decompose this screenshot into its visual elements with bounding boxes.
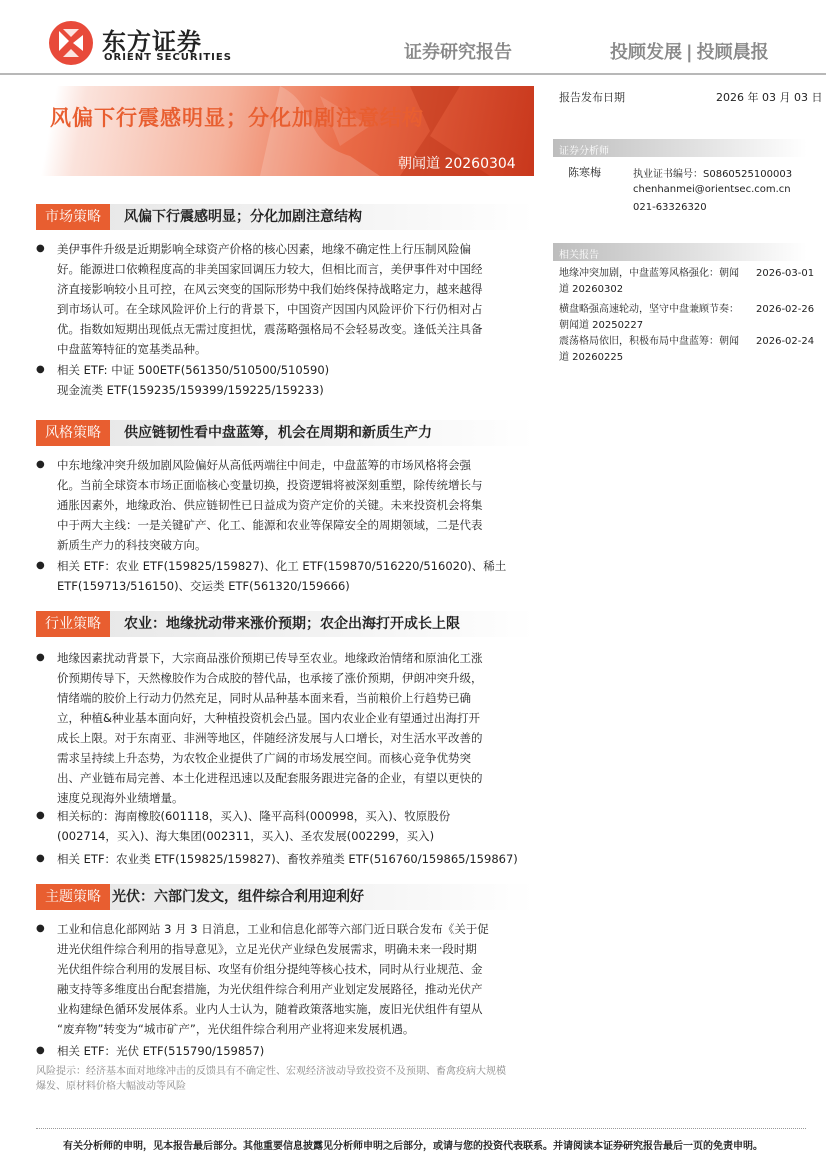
bullet-icon: ●: [36, 810, 45, 821]
bullet-icon: ●: [36, 1045, 45, 1056]
publish-date-value: 2026 年 03 月 03 日: [716, 91, 823, 104]
report-category: [610, 38, 769, 64]
related-report-date: 2026-02-24: [756, 336, 815, 347]
section-tag: 行业策略: [36, 611, 110, 637]
section-header: [36, 204, 534, 230]
bullet-icon: ●: [36, 923, 45, 934]
related-report-title[interactable]: 横盘略强高速轮动，坚守中盘兼顾节奏： 朝闻道 20250227: [559, 304, 739, 331]
section-header: [36, 420, 534, 446]
category-b: 投顾晨报: [696, 42, 769, 63]
section-tag: 风格策略: [36, 420, 110, 446]
analyst-cert: 执业证书编号：S0860525100003: [633, 169, 793, 180]
analyst-phone: 021-63326320: [633, 202, 707, 213]
analyst-section-label: 证券分析师: [559, 146, 609, 157]
category-separator: |: [686, 42, 693, 63]
analyst-section-bar: [553, 139, 807, 157]
related-report-title[interactable]: 震荡格局依旧，积极布局中盘蓝筹：朝闻 道 20260225: [559, 336, 739, 363]
logo-chinese-name: 东方证券: [102, 28, 202, 56]
related-section-bar: [553, 243, 807, 261]
category-a: 投顾发展: [610, 42, 682, 63]
risk-warning: 风险提示：经济基本面对地缘冲击的反馈具有不确定性、宏观经济波动导致投资不及预期、畜禽疫病大规模 爆发、原材料价格大幅波动等风险: [36, 1066, 506, 1092]
section-title: 风偏下行震感明显；分化加剧注意结构: [124, 209, 362, 225]
logo-english-name: ORIENT SECURITIES: [104, 52, 232, 63]
section-title: 供应链韧性看中盘蓝筹，机会在周期和新质生产力: [124, 425, 432, 441]
report-title: 风偏下行震感明显；分化加剧注意结构: [50, 106, 424, 130]
footer-disclaimer: 有关分析师的申明，见本报告最后部分。其他重要信息披露见分析师申明之后部分，或请与您的投资代表联系。并请阅读本证券研究报告最后一页的免责申明。: [63, 1141, 763, 1152]
bullet-icon: ●: [36, 459, 45, 470]
publish-date-label: 报告发布日期: [559, 91, 625, 104]
bullet-icon: ●: [36, 652, 45, 663]
section-header: [36, 611, 534, 637]
related-section-label: 相关报告: [559, 250, 599, 261]
report-subtitle: 朝闻道 20260304: [398, 156, 516, 172]
section-title: 农业：地缘扰动带来涨价预期；农企出海打开成长上限: [124, 616, 460, 632]
related-report-date: 2026-03-01: [756, 268, 815, 279]
section-header: [36, 884, 534, 910]
header-divider: [0, 73, 826, 75]
analyst-email[interactable]: chenhanmei@orientsec.com.cn: [633, 184, 791, 195]
section-title: 光伏：六部门发文，组件综合利用迎利好: [112, 889, 364, 905]
related-report-title[interactable]: 地缘冲突加剧，中盘蓝筹风格强化：朝闻 道 20260302: [559, 268, 739, 295]
related-report-date: 2026-02-26: [756, 304, 815, 315]
bullet-icon: ●: [36, 243, 45, 254]
bullet-icon: ●: [36, 853, 45, 864]
report-type: 证券研究报告: [404, 42, 512, 63]
footer-divider: [36, 1128, 806, 1129]
orient-securities-logo-icon: [48, 20, 94, 66]
bullet-icon: ●: [36, 364, 45, 375]
bullet-icon: ●: [36, 560, 45, 571]
section-tag: 主题策略: [36, 884, 110, 910]
analyst-name: 陈寒梅: [568, 166, 601, 179]
section-tag: 市场策略: [36, 204, 110, 230]
